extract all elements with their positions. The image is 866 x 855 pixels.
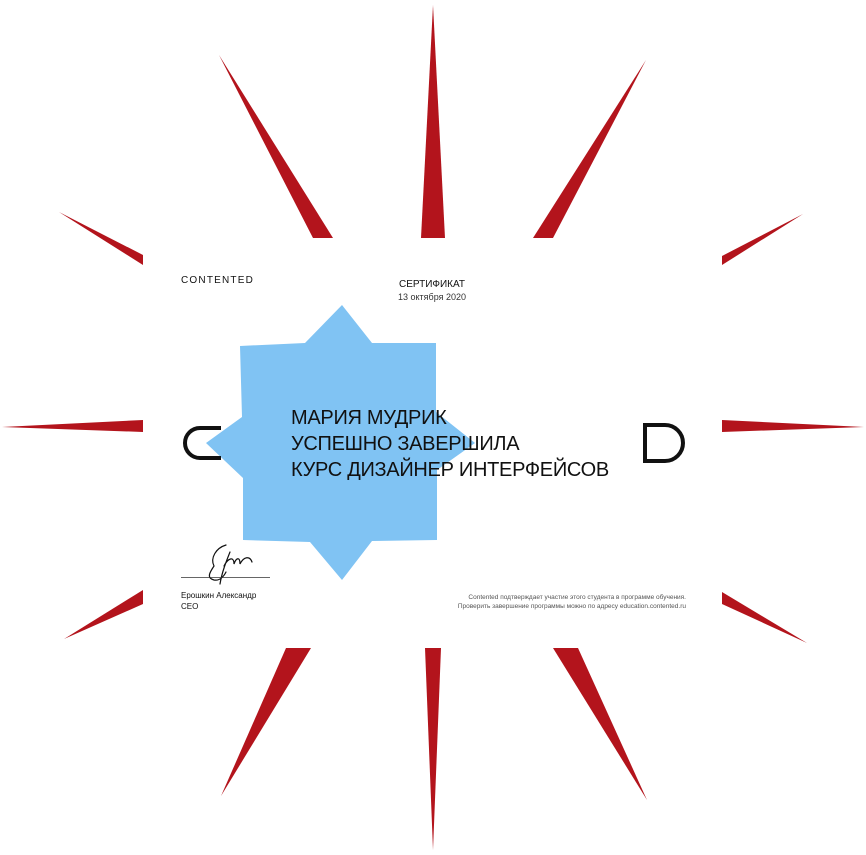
document-title: СЕРТИФИКАТ [398,279,466,290]
issue-date: 13 октября 2020 [397,292,466,302]
sunburst-ray-icon [421,5,445,238]
sunburst-ray-icon [59,212,143,265]
sunburst-ray-icon [2,420,143,432]
d-letter-icon [645,425,683,461]
sunburst-ray-icon [425,648,441,850]
verification-note-line2: Проверить завершение программы можно по адресу education.contented.ru [457,603,686,610]
verification-note-line1: Contented подтверждает участие этого студента в программе обучения. [468,594,686,601]
sunburst-ray-icon [64,590,143,639]
signer-name: Ерошкин Александр [181,591,257,600]
sunburst-ray-icon [553,648,647,800]
sunburst-ray-icon [221,648,311,796]
signature-icon [209,545,252,584]
course-name: КУРС ДИЗАЙНЕР ИНТЕРФЕЙСОВ [291,459,609,481]
sunburst-ray-icon [722,420,864,432]
sunburst-ray-icon [722,214,803,265]
signer-role: CEO [181,602,199,611]
sunburst-ray-icon [722,592,807,643]
brand-logo-text: CONTENTED [181,275,255,286]
sunburst-ray-icon [219,55,333,238]
completion-statement: УСПЕШНО ЗАВЕРШИЛА [291,433,520,455]
student-name: МАРИЯ МУДРИК [291,407,447,429]
sunburst-ray-icon [533,60,646,238]
